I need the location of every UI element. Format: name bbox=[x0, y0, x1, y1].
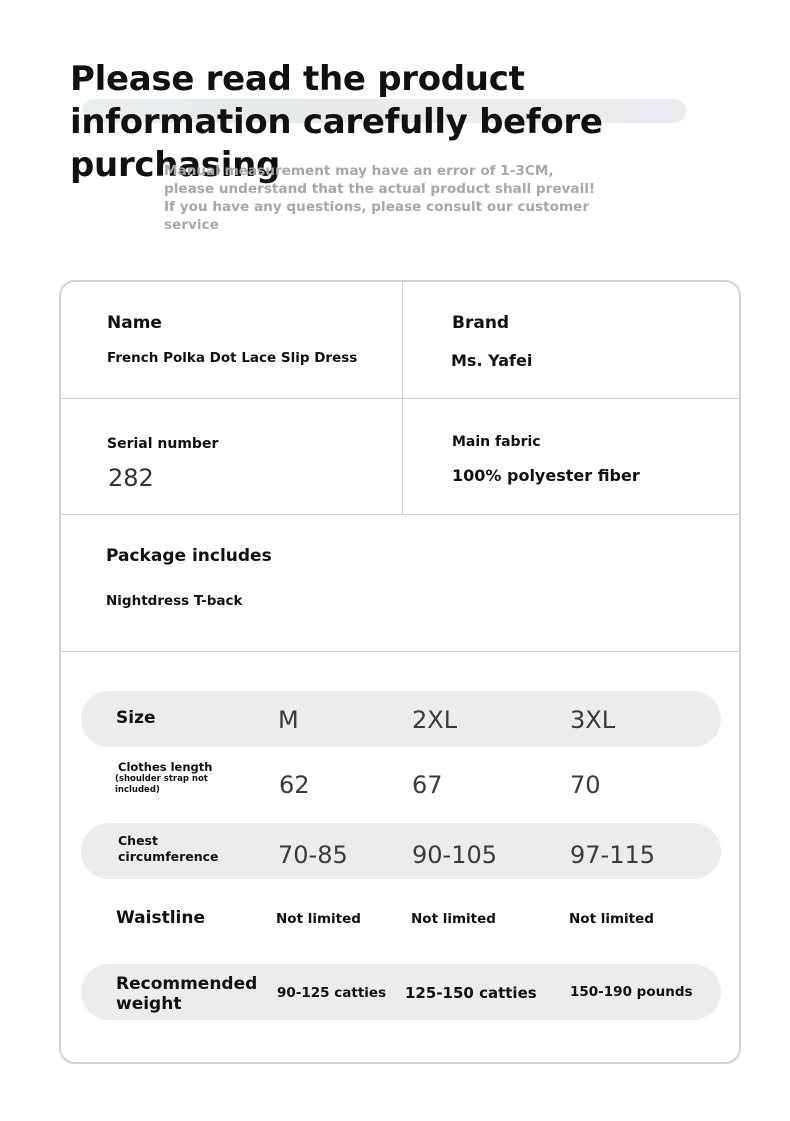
column-divider bbox=[402, 282, 403, 514]
waistline-m: Not limited bbox=[276, 911, 361, 927]
brand-label: Brand bbox=[452, 313, 510, 333]
size-3xl: 3XL bbox=[570, 706, 616, 734]
serial-label: Serial number bbox=[107, 436, 219, 452]
clothes-length-note: (shoulder strap not included) bbox=[115, 774, 208, 795]
measurement-notice: Manual measurement may have an error of 1-3CM, please understand that the actual product shall prevail! If you have any questions, please consult our customer service bbox=[164, 163, 596, 233]
size-row-label: Size bbox=[116, 708, 156, 728]
chest-3xl: 97-115 bbox=[570, 841, 656, 869]
clothes-length-label-text: Clothes length bbox=[118, 760, 213, 774]
product-info-card bbox=[59, 280, 741, 1064]
clothes-length-2xl: 67 bbox=[412, 771, 443, 799]
clothes-length-m: 62 bbox=[279, 771, 310, 799]
waistline-3xl: Not limited bbox=[569, 911, 654, 927]
chest-2xl: 90-105 bbox=[412, 841, 498, 869]
clothes-length-label bbox=[115, 760, 218, 796]
waistline-2xl: Not limited bbox=[411, 911, 496, 927]
name-label: Name bbox=[107, 313, 162, 333]
page-title: Please read the product information carefully before purchasing bbox=[70, 59, 603, 185]
divider bbox=[61, 651, 739, 652]
waistline-label: Waistline bbox=[116, 908, 205, 928]
weight-m: 90-125 catties bbox=[277, 985, 387, 1001]
weight-label: Recommended weight bbox=[116, 974, 258, 1014]
clothes-length-3xl: 70 bbox=[570, 771, 601, 799]
fabric-label: Main fabric bbox=[452, 434, 541, 450]
size-m: M bbox=[278, 706, 299, 734]
size-header-row bbox=[81, 691, 721, 747]
serial-value: 282 bbox=[108, 464, 154, 492]
package-label: Package includes bbox=[106, 546, 272, 566]
fabric-value: 100% polyester fiber bbox=[452, 466, 640, 485]
divider bbox=[61, 398, 739, 399]
package-value: Nightdress T-back bbox=[106, 593, 243, 609]
weight-3xl: 150-190 pounds bbox=[570, 984, 693, 1000]
divider bbox=[61, 514, 739, 515]
chest-label: Chest circumference bbox=[118, 833, 219, 864]
weight-2xl: 125-150 catties bbox=[405, 984, 537, 1002]
chest-m: 70-85 bbox=[278, 841, 348, 869]
brand-value: Ms. Yafei bbox=[451, 351, 533, 370]
name-value: French Polka Dot Lace Slip Dress bbox=[107, 350, 358, 366]
size-2xl: 2XL bbox=[412, 706, 458, 734]
